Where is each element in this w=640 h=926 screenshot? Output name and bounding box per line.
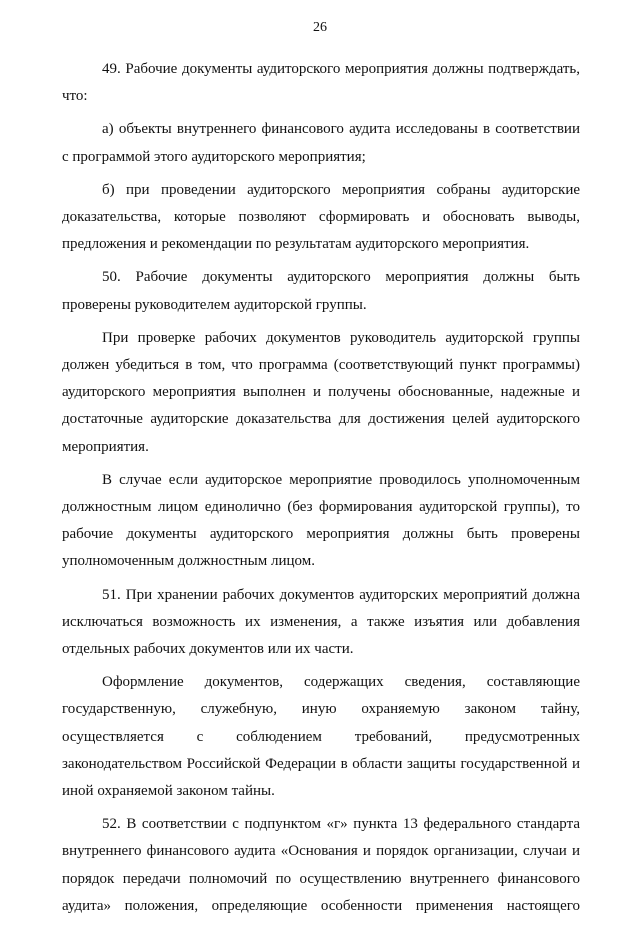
page-number: 26 [313, 20, 327, 35]
document-body [62, 56, 580, 926]
paragraph-49-a: а) объекты внутреннего финансового аудита исследованы в соответствии с программой этого аудиторского мероприятия; [62, 121, 580, 165]
paragraph-49: 49. Рабочие документы аудиторского мероприятия должны подтверждать, что: [62, 61, 580, 105]
paragraph-52: 52. В соответствии с подпунктом «г» пункта 13 федерального стандарта внутреннего финансового аудита «Основания и порядок организации, случаи и порядок передачи полномочий по осуществлению внутреннего финансового аудита» положения, определяющие особенности применения настоящего [62, 816, 580, 914]
paragraph-50-sole-official: В случае если аудиторское мероприятие проводилось уполномоченным должностным лицом единолично (без формирования аудиторской группы), то рабочие документы аудиторского мероприятия должны быть проверены уполномоченным должностным лицом. [62, 471, 580, 570]
paragraph-51: 51. При хранении рабочих документов аудиторских мероприятий должна исключаться возможность их изменения, а также изъятия или добавления отдельных рабочих документов или их части. [62, 586, 580, 658]
paragraph-51-secret: Оформление документов, содержащих сведения, составляющие государственную, служебную, иную охраняемую законом тайну, осуществляется с соблюдением требований, предусмотренных законодательством Российской Федерации в области защиты государственной и иной охраняемой законом тайны. [62, 674, 580, 800]
paragraph-50: 50. Рабочие документы аудиторского мероприятия должны быть проверены руководителем аудиторской группы. [62, 269, 580, 313]
paragraph-50-review: При проверке рабочих документов руководитель аудиторской группы должен убедиться в том, что программа (соответствующий пункт программы) аудиторского мероприятия выполнен и получены обоснованные, надежные и достаточные аудиторские доказательства для достижения целей аудиторского мероприятия. [62, 329, 580, 455]
paragraph-49-b: б) при проведении аудиторского мероприятия собраны аудиторские доказательства, которые позволяют сформировать и обосновать выводы, предложения и рекомендации по результатам аудиторского мероприятия. [62, 181, 580, 253]
